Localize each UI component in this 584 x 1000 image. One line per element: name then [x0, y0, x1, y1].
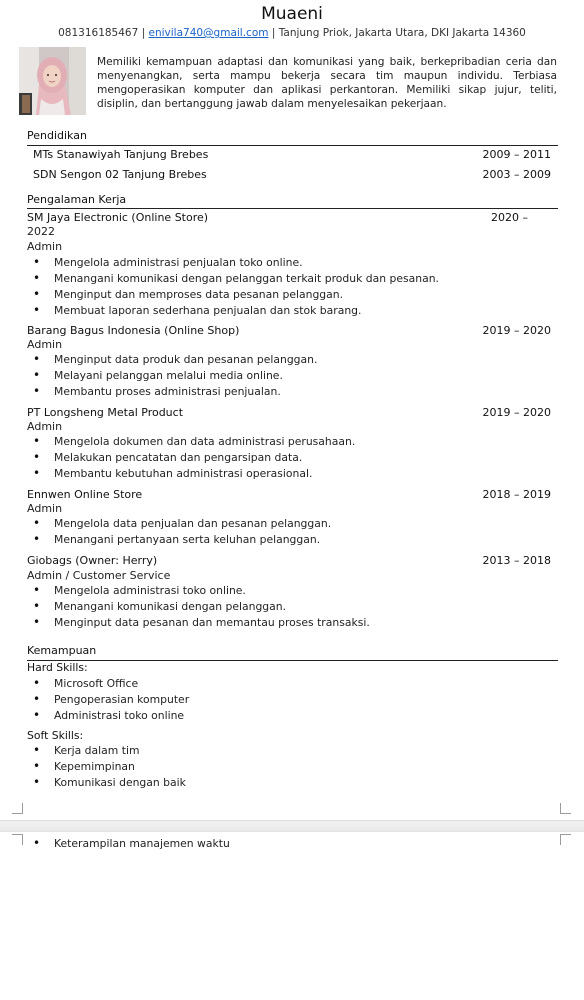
address: Tanjung Priok, Jakarta Utara, DKI Jakarta 14360 — [278, 27, 526, 39]
section-divider — [27, 208, 558, 209]
job-role: Admin — [27, 502, 63, 515]
job-role: Admin — [27, 338, 63, 351]
job-header — [27, 406, 551, 419]
school-name: SDN Sengon 02 Tanjung Brebes — [33, 168, 207, 181]
section-divider — [27, 660, 558, 661]
page-corner-marker — [12, 803, 23, 814]
page-break — [0, 820, 584, 832]
page-corner-marker — [560, 834, 571, 845]
soft-skills-title: Soft Skills: — [27, 729, 84, 742]
education-item — [33, 168, 551, 181]
job-years-continued: 2022 — [27, 225, 55, 238]
phone-number: 081316185467 — [58, 27, 139, 39]
section-divider — [27, 145, 558, 146]
candidate-name: Muaeni — [261, 4, 323, 24]
job-years: 2013 – 2018 — [482, 554, 551, 567]
page-corner-marker — [12, 834, 23, 845]
profile-summary: Memiliki kemampuan adaptasi dan komunikasi yang baik, berkepribadian ceria dan menyenangkan, serta mampu bekerja secara tim maupun individu. Terbiasa mengoperasikan komputer dan aplikasi perkantoran. Memiliki sikap jujur, teliti, disiplin, dan bertanggung jawab dalam menyelesaikan pekerjaan. — [97, 56, 557, 110]
profile-photo — [19, 47, 86, 115]
job-role: Admin / Customer Service — [27, 569, 171, 582]
separator: | — [268, 27, 279, 39]
company-name: Barang Bagus Indonesia (Online Shop) — [27, 324, 240, 337]
job-role: Admin — [27, 420, 63, 433]
profile-photo-image — [19, 47, 86, 115]
school-name: MTs Stanawiyah Tanjung Brebes — [33, 148, 209, 161]
job-header — [27, 488, 551, 501]
job-years: 2020 – — [491, 211, 528, 224]
company-name: Ennwen Online Store — [27, 488, 143, 501]
job-years: 2018 – 2019 — [482, 488, 551, 501]
job-header — [27, 324, 551, 337]
job-years: 2019 – 2020 — [482, 324, 551, 337]
job-years: 2019 – 2020 — [482, 406, 551, 419]
education-years: 2003 – 2009 — [482, 168, 551, 181]
job-header — [27, 211, 551, 224]
page-corner-marker — [560, 803, 571, 814]
section-title-education: Pendidikan — [27, 129, 87, 142]
company-name: PT Longsheng Metal Product — [27, 406, 184, 419]
job-role: Admin — [27, 240, 63, 253]
education-item — [33, 148, 551, 161]
section-title-skills: Kemampuan — [27, 644, 97, 657]
contact-line — [0, 27, 584, 39]
company-name: Giobags (Owner: Herry) — [27, 554, 158, 567]
job-header — [27, 554, 551, 567]
email-link[interactable]: enivila740@gmail.com — [148, 27, 269, 39]
hard-skills-title: Hard Skills: — [27, 661, 88, 674]
separator: | — [138, 27, 149, 39]
education-years: 2009 – 2011 — [482, 148, 551, 161]
company-name: SM Jaya Electronic (Online Store) — [27, 211, 209, 224]
section-title-experience: Pengalaman Kerja — [27, 193, 127, 206]
